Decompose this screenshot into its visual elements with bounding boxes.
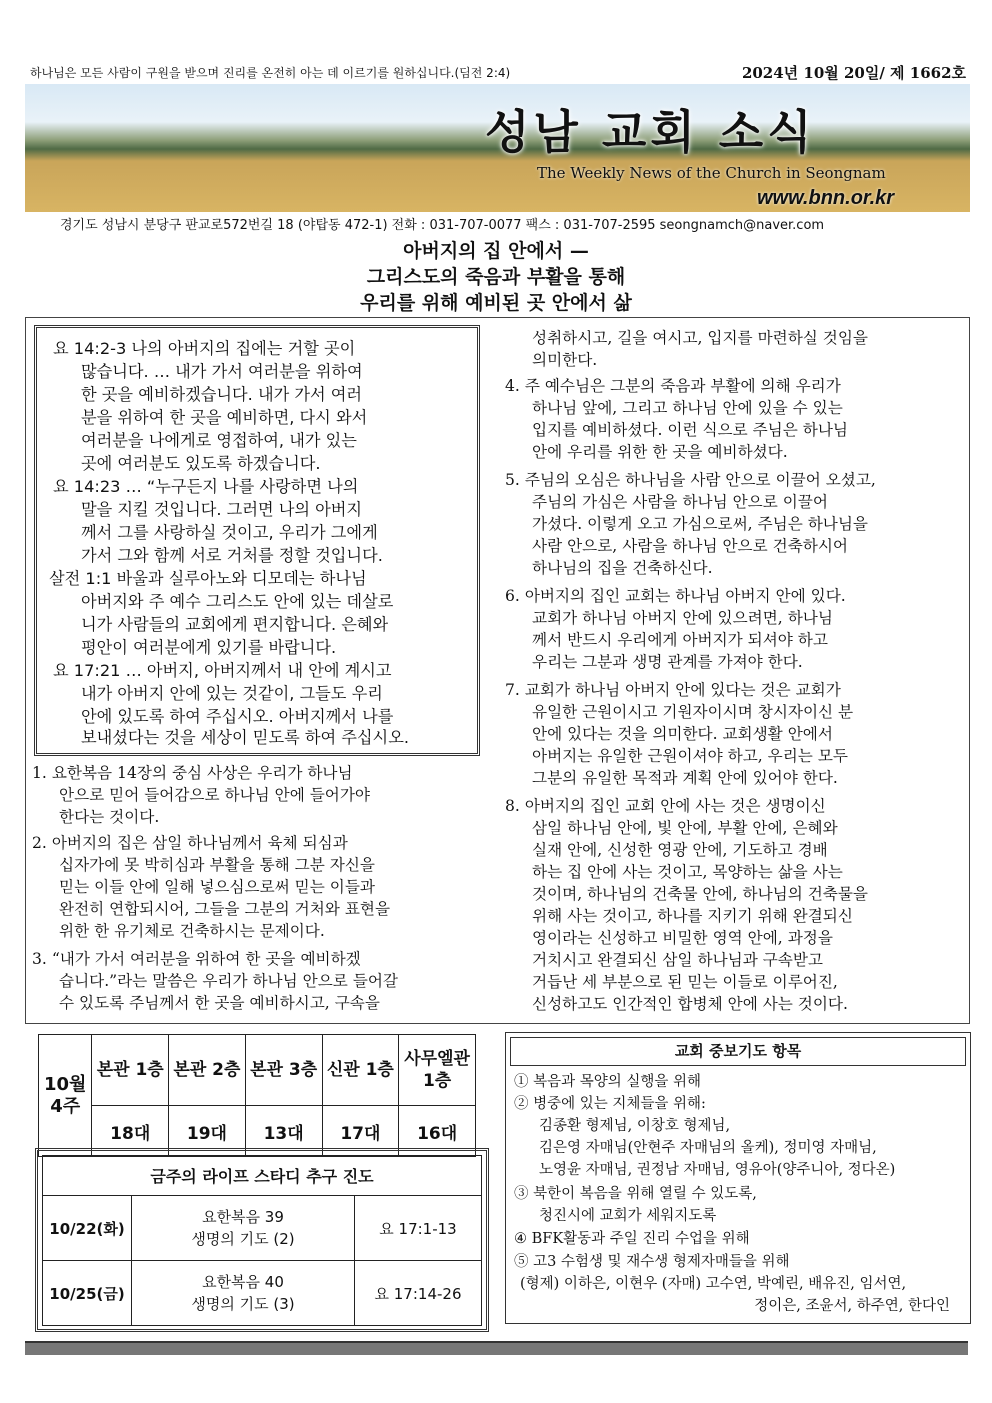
study-book: 요한복음 40 [202,1273,284,1291]
point-line: 하는 집 안에 사는 것이고, 목양하는 삶을 사는 [532,863,843,881]
point-line: 우리는 그분과 생명 관계를 가져야 한다. [532,653,803,671]
point-line: 삼일 하나님 안에, 빛 안에, 부활 안에, 은혜와 [532,819,838,837]
motto-text: 하나님은 모든 사람이 구원을 받으며 진리를 온전히 아는 데 이르기를 원하십니다.(딤전 2:4) [30,66,511,80]
topic-line-2: 그리스도의 죽음과 부활을 통해 [366,266,626,288]
point-line: 유일한 근원이시고 기원자이시며 창시자이신 분 [532,703,854,721]
point-line: 7. 교회가 하나님 아버지 안에 있다는 것은 교회가 [505,681,841,699]
point-line: 사람 안으로, 사람을 하나님 안으로 건축하시어 [532,537,848,555]
point-line: 위해 사는 것이고, 하나를 지키기 위해 완결되신 [532,907,853,925]
verse-line: 여러분을 나에게로 영접하여, 내가 있는 [81,431,357,450]
prayer-title: 교회 중보기도 항목 [510,1037,966,1066]
study-chapter: 생명의 기도 (3) [191,1295,295,1313]
verse-line: 살전 1:1 바울과 실루아노와 디모데는 하나님 [49,569,367,588]
verse-line: 요 14:23 … “누구든지 나를 사랑하면 나의 [53,477,359,496]
prayer-line: ① 복음과 목양의 실행을 위해 [514,1074,702,1090]
website-link[interactable]: www.bnn.or.kr [757,187,895,209]
verse-line: 께서 그를 사랑하실 것이고, 우리가 그에게 [81,523,378,542]
point-line: 6. 아버지의 집인 교회는 하나님 아버지 안에 있다. [505,587,846,605]
study-verse: 요 17:1-13 [355,1196,482,1261]
prayer-line: 정이은, 조윤서, 하주연, 한다인 [754,1298,950,1314]
schedule-group: 18대 [92,1106,169,1157]
point-line: 위한 한 유기체로 건축하시는 문제이다. [59,922,325,940]
schedule-hall: 사무엘관 1층 [399,1035,476,1106]
schedule-hall: 본관 3층 [245,1035,322,1106]
point-line: 그분의 유일한 목적과 계획 안에 있어야 한다. [532,769,838,787]
point-line: 8. 아버지의 집인 교회 안에 사는 것은 생명이신 [505,797,826,815]
point-line: 습니다.”라는 말씀은 우리가 하나님 안으로 들어갈 [59,972,398,990]
prayer-line: ③ 북한이 복음을 위해 열릴 수 있도록, [514,1186,757,1202]
verse-box [34,325,480,756]
schedule-group: 13대 [245,1106,322,1157]
prayer-line: 김은영 자매님(안현주 자매님의 올케), 정미영 자매님, [539,1140,877,1156]
verse-line: 분을 위하여 한 곳을 예비하면, 다시 와서 [81,408,368,427]
issue-date: 2024년 10월 20일/ 제 1662호 [741,64,966,82]
verse-line: 보내셨다는 것을 세상이 믿도록 하여 주십시오. [81,728,409,747]
point-line: 한다는 것이다. [59,808,160,826]
point-line: 십자가에 못 박히심과 부활을 통해 그분 자신을 [59,856,375,874]
schedule-hall: 본관 1층 [92,1035,169,1106]
point-line: 하나님 앞에, 그리고 하나님 안에 있을 수 있는 [532,399,843,417]
verse-line: 요 17:21 … 아버지, 아버지께서 내 안에 계시고 [53,661,392,680]
point-line: 믿는 이들 안에 일해 넣으심으로써 믿는 이들과 [59,878,375,896]
point-line: 수 있도록 주님께서 한 곳을 예비하시고, 구속을 [59,994,380,1012]
point-line: 3. “내가 가서 여러분을 위하여 한 곳을 예비하겠 [32,950,361,968]
verse-line: 곳에 여러분도 있도록 하겠습니다. [81,454,321,473]
point-line: 께서 반드시 우리에게 아버지가 되셔야 하고 [532,631,828,649]
left-points [32,762,492,1012]
point-line: 실재 안에, 신성한 영광 안에, 기도하고 경배 [532,841,828,859]
study-verse: 요 17:14-26 [355,1261,482,1326]
verse-line: 말을 지킬 것입니다. 그러면 나의 아버지 [81,500,363,519]
prayer-line: ④ BFK활동과 주일 진리 수업을 위해 [514,1231,750,1247]
verse-line: 요 14:2-3 나의 아버지의 집에는 거할 곳이 [53,339,356,358]
verse-line: 많습니다. … 내가 가서 여러분을 위하여 [81,362,363,381]
point-line: 가셨다. 이렇게 오고 가심으로써, 주님은 하나님을 [532,515,868,533]
study-reading [132,1261,355,1326]
point-line: 신성하고도 인간적인 합병체 안에 사는 것이다. [532,995,848,1013]
prayer-line: ⑤ 고3 수험생 및 재수생 형제자매들을 위해 [514,1254,790,1270]
schedule-week: 10월 4주 [39,1035,92,1157]
verse-line: 안에 있도록 하여 주십시오. 아버지께서 나를 [81,707,394,726]
point-line: 것이며, 하나님의 건축물 안에, 하나님의 건축물을 [532,885,868,903]
verse-line: 내가 아버지 안에 있는 것같이, 그들도 우리 [81,684,383,703]
topic-line-3: 우리를 위해 예비된 곳 안에서 삶 [360,292,632,314]
point-line: 5. 주님의 오심은 하나님을 사람 안으로 이끌어 오셨고, [505,471,876,489]
prayer-line: 노영윤 자매님, 권정남 자매님, 영유아(양주니아, 정다온) [539,1162,896,1178]
right-points [505,327,965,1017]
study-date: 10/22(화) [43,1196,132,1261]
life-study-box [35,1148,489,1332]
point-line: 안으로 믿어 들어감으로 하나님 안에 들어가야 [59,786,370,804]
point-line: 4. 주 예수님은 그분의 죽음과 부활에 의해 우리가 [505,377,841,395]
schedule-hall: 본관 2층 [169,1035,246,1106]
point-line: 영이라는 신성하고 비밀한 영역 안에, 과정을 [532,929,833,947]
prayer-box [505,1032,971,1324]
topic-line-1: 아버지의 집 안에서 — [403,240,589,262]
life-study-title: 금주의 라이프 스타디 추구 진도 [43,1156,482,1196]
point-line: 입지를 예비하셨다. 이런 식으로 주님은 하나님 [532,421,848,439]
point-line: 1. 요한복음 14장의 중심 사상은 우리가 하나님 [32,764,353,782]
verse-line: 니가 사람들의 교회에게 편지합니다. 은혜와 [81,615,389,634]
church-address: 경기도 성남시 분당구 판교로572번길 18 (야탑동 472-1) 전화 : 031-707-0077 팩스 : 031-707-2595 seongnamch@naver.com [60,218,825,233]
point-line: 거치시고 완결되신 삼일 하나님과 구속받고 [532,951,823,969]
verse-line: 아버지와 주 예수 그리스도 안에 있는 데살로 [81,592,394,611]
point-line: 교회가 하나님 아버지 안에 있으려면, 하나님 [532,609,833,627]
point-line: 주님의 가심은 사람을 하나님 안으로 이끌어 [532,493,828,511]
point-line: 의미한다. [532,351,598,369]
point-line: 2. 아버지의 집은 삼일 하나님께서 육체 되심과 [32,834,348,852]
verse-line: 평안이 여러분에게 있기를 바랍니다. [81,638,337,657]
cleaning-schedule-table [38,1034,476,1157]
newsletter-title: 성남 교회 소식 [485,105,816,159]
verse-line: 한 곳을 예비하겠습니다. 내가 가서 여러 [81,385,363,404]
point-line: 거듭난 세 부분으로 된 믿는 이들로 이루어진, [532,973,838,991]
schedule-hall: 신관 1층 [322,1035,399,1106]
point-line: 성취하시고, 길을 여시고, 입지를 마련하실 것임을 [532,329,868,347]
point-line: 완전히 연합되시어, 그들을 그분의 거처와 표현을 [59,900,391,918]
prayer-line: (형제) 이하은, 이현우 (자매) 고수연, 박예린, 배유진, 임서연, [520,1276,907,1292]
schedule-group: 16대 [399,1106,476,1157]
point-line: 아버지는 유일한 근원이셔야 하고, 우리는 모두 [532,747,848,765]
study-chapter: 생명의 기도 (2) [191,1230,295,1248]
study-book: 요한복음 39 [202,1208,284,1226]
newsletter-subtitle: The Weekly News of the Church in Seongnam [537,164,886,182]
point-line: 하나님의 집을 건축하신다. [532,559,713,577]
schedule-group: 17대 [322,1106,399,1157]
study-reading [132,1196,355,1261]
verse-line: 가서 그와 함께 서로 거처를 정할 것입니다. [81,546,383,565]
life-study-table [42,1155,482,1326]
prayer-line: ② 병중에 있는 지체들을 위해: [514,1096,706,1112]
prayer-line: 청진시에 교회가 세워지도록 [539,1208,717,1224]
study-date: 10/25(금) [43,1261,132,1326]
schedule-group: 19대 [169,1106,246,1157]
point-line: 안에 있다는 것을 의미한다. 교회생활 안에서 [532,725,833,743]
footer-bar [25,1341,968,1355]
point-line: 안에 우리를 위한 한 곳을 예비하셨다. [532,443,788,461]
prayer-line: 김종환 형제님, 이창호 형제님, [539,1118,731,1134]
